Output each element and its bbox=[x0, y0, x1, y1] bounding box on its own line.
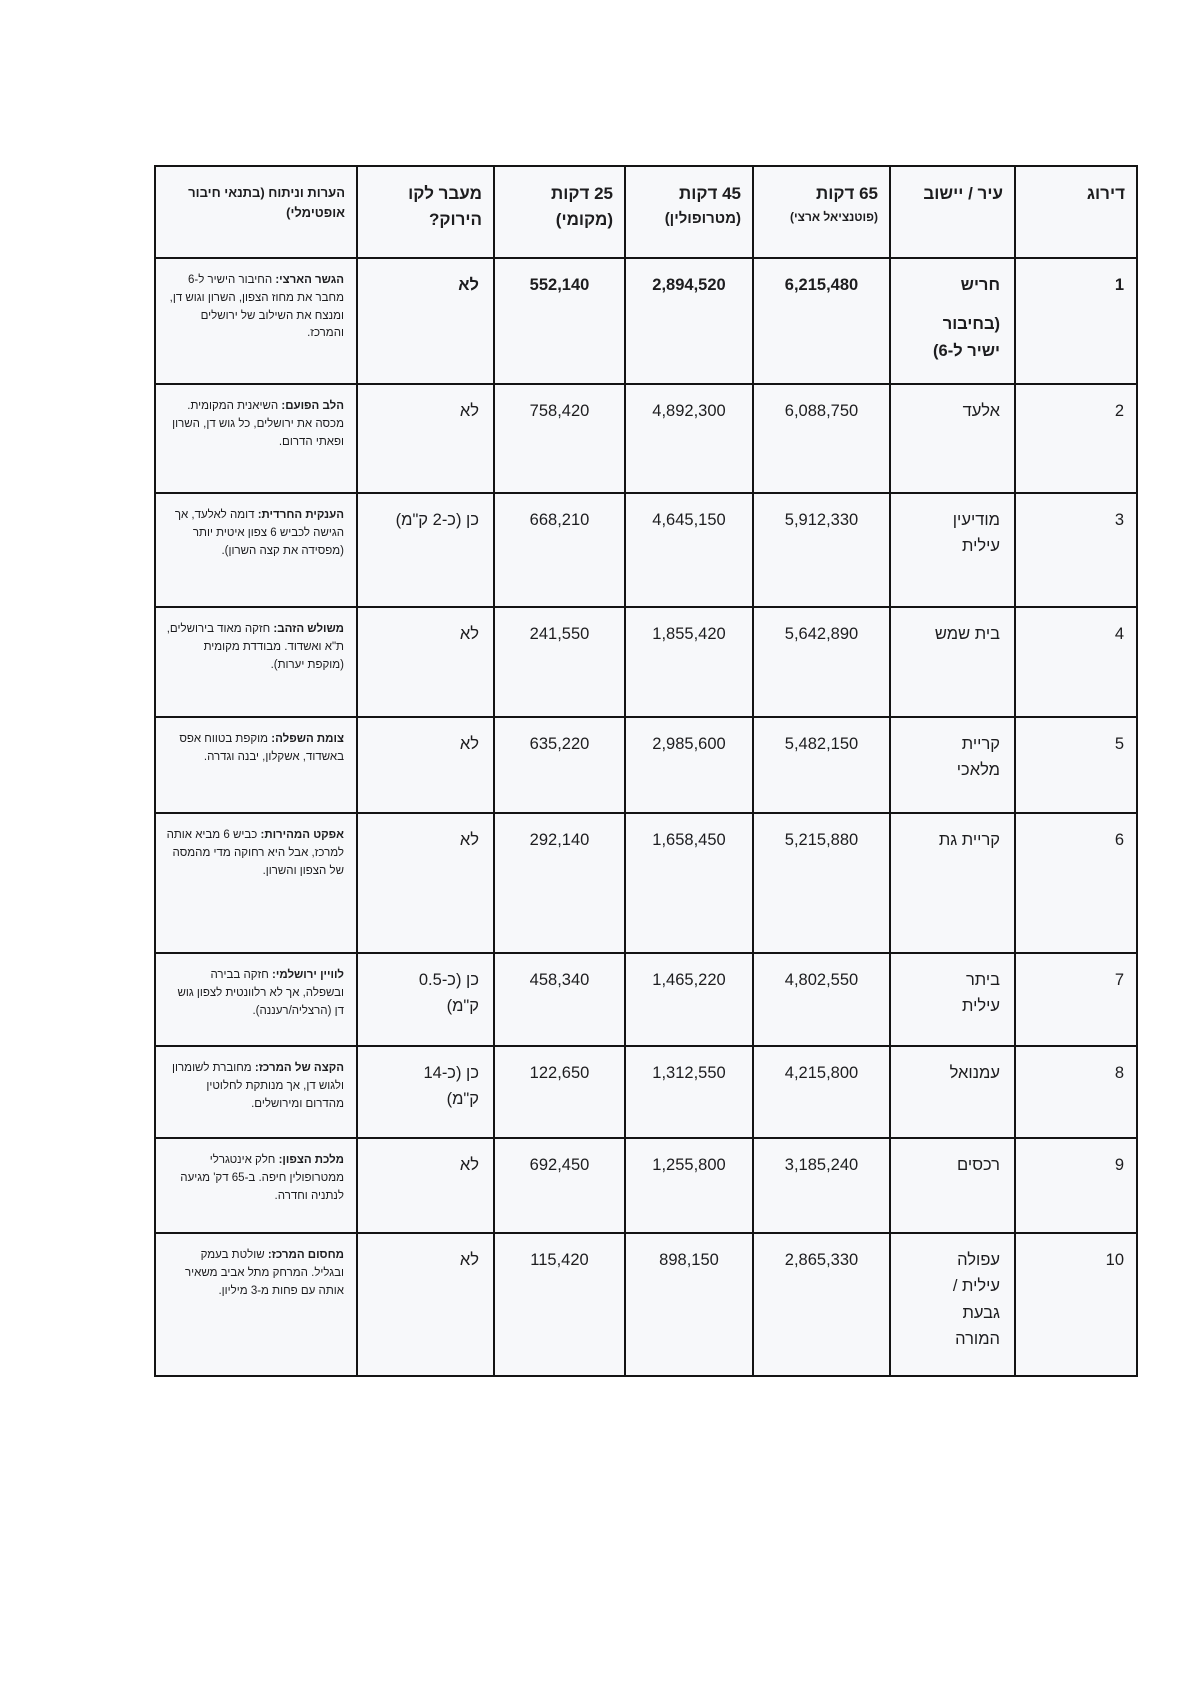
city-name: עמנואל bbox=[949, 1064, 1000, 1082]
rank-cell bbox=[1015, 493, 1137, 607]
minutes-65-header-sublabel: (פוטנציאל ארצי) bbox=[790, 209, 878, 224]
table-row bbox=[155, 607, 1137, 717]
minutes-45-cell bbox=[625, 953, 753, 1046]
notes-cell bbox=[155, 493, 357, 607]
notes-cell bbox=[155, 717, 357, 813]
notes-text: חזקה מאוד בירושלים, ת"א ואשדוד. מבודדת מקומית (מוקפת יערות). bbox=[166, 623, 344, 671]
minutes-25-value: 635,220 bbox=[529, 735, 590, 753]
minutes-45-cell bbox=[625, 384, 753, 493]
minutes-45-cell bbox=[625, 1046, 753, 1138]
green-line-cell bbox=[357, 493, 494, 607]
notes-text: השיאנית המקומית. מכסה את ירושלים, כל גוש דן, השרון ופאתי הדרום. bbox=[172, 400, 344, 448]
minutes-25-header-sublabel: (מקומי) bbox=[555, 209, 613, 229]
notes-cell bbox=[155, 813, 357, 953]
rank-value: 8 bbox=[1114, 1064, 1124, 1082]
green-line-cell bbox=[357, 607, 494, 717]
minutes-65-value: 6,215,480 bbox=[784, 276, 859, 294]
notes-text: חלק אינטגרלי ממטרופולין חיפה. ב-65 דק' מגיעה לנתניה וחדרה. bbox=[180, 1154, 344, 1202]
green-line-value: לא bbox=[459, 1156, 479, 1174]
rank-cell bbox=[1015, 953, 1137, 1046]
col-header-25-minutes bbox=[494, 166, 625, 258]
minutes-25-value: 122,650 bbox=[529, 1064, 590, 1082]
minutes-65-cell bbox=[753, 813, 890, 953]
minutes-25-cell bbox=[494, 813, 625, 953]
minutes-25-value: 292,140 bbox=[529, 831, 590, 849]
minutes-45-value: 4,645,150 bbox=[652, 511, 726, 529]
minutes-65-cell bbox=[753, 384, 890, 493]
notes-cell bbox=[155, 1233, 357, 1376]
city-cell bbox=[890, 493, 1015, 607]
rank-header-label: דירוג bbox=[1086, 184, 1125, 203]
minutes-25-cell bbox=[494, 1046, 625, 1138]
table-row bbox=[155, 1046, 1137, 1138]
notes-cell bbox=[155, 384, 357, 493]
green-line-value: לא bbox=[459, 625, 479, 643]
minutes-65-value: 3,185,240 bbox=[784, 1156, 859, 1174]
minutes-25-cell bbox=[494, 607, 625, 717]
notes-lead: הקצה של המרכז: bbox=[254, 1062, 344, 1074]
table-row bbox=[155, 1233, 1137, 1376]
rank-cell bbox=[1015, 258, 1137, 384]
rank-cell bbox=[1015, 1138, 1137, 1233]
city-cell bbox=[890, 607, 1015, 717]
table-row bbox=[155, 1138, 1137, 1233]
rank-value: 5 bbox=[1114, 735, 1124, 753]
city-name: עפולה עילית / גבעת המורה bbox=[952, 1251, 1000, 1349]
minutes-45-value: 1,255,800 bbox=[652, 1156, 726, 1174]
city-name: קריית מלאכי bbox=[956, 735, 1000, 780]
city-cell bbox=[890, 717, 1015, 813]
minutes-45-value: 4,892,300 bbox=[652, 402, 726, 420]
city-header-label: עיר / יישוב bbox=[923, 184, 1003, 203]
table-row bbox=[155, 953, 1137, 1046]
col-header-65-minutes bbox=[753, 166, 890, 258]
rank-cell bbox=[1015, 1233, 1137, 1376]
green-line-value: לא bbox=[459, 831, 479, 849]
col-header-45-minutes bbox=[625, 166, 753, 258]
green-line-cell bbox=[357, 384, 494, 493]
city-name: חריש bbox=[960, 276, 1000, 294]
green-line-header-label: מעבר לקו הירוק? bbox=[408, 184, 482, 229]
minutes-45-value: 1,312,550 bbox=[652, 1064, 726, 1082]
minutes-45-value: 1,465,220 bbox=[652, 971, 726, 989]
col-header-notes bbox=[155, 166, 357, 258]
minutes-65-value: 5,642,890 bbox=[784, 625, 859, 643]
green-line-cell bbox=[357, 953, 494, 1046]
minutes-65-cell bbox=[753, 493, 890, 607]
green-line-cell bbox=[357, 1046, 494, 1138]
col-header-rank bbox=[1015, 166, 1137, 258]
green-line-cell bbox=[357, 1233, 494, 1376]
ranking-table bbox=[154, 165, 1138, 1377]
city-cell bbox=[890, 813, 1015, 953]
minutes-65-cell bbox=[753, 717, 890, 813]
minutes-25-value: 115,420 bbox=[530, 1251, 589, 1269]
city-name-note: (בחיבור ישיר ל-6) bbox=[933, 315, 1000, 360]
minutes-25-value: 692,450 bbox=[529, 1156, 590, 1174]
minutes-45-cell bbox=[625, 1233, 753, 1376]
minutes-45-header-label: 45 דקות bbox=[679, 184, 741, 203]
minutes-25-cell bbox=[494, 1233, 625, 1376]
city-cell bbox=[890, 384, 1015, 493]
notes-cell bbox=[155, 1138, 357, 1233]
table-row bbox=[155, 813, 1137, 953]
minutes-25-cell bbox=[494, 493, 625, 607]
notes-cell bbox=[155, 1046, 357, 1138]
city-cell bbox=[890, 953, 1015, 1046]
minutes-45-cell bbox=[625, 258, 753, 384]
notes-cell bbox=[155, 607, 357, 717]
notes-text: כביש 6 מביא אותה למרכז, אבל היא רחוקה מדי מהמסה של הצפון והשרון. bbox=[166, 829, 344, 877]
city-cell bbox=[890, 1233, 1015, 1376]
green-line-value: כן (כ-2 ק"מ) bbox=[395, 511, 479, 529]
notes-lead: מחסום המרכז: bbox=[267, 1249, 344, 1261]
city-name: מודיעין עילית bbox=[952, 511, 1000, 556]
green-line-value: לא bbox=[459, 735, 479, 753]
minutes-25-value: 552,140 bbox=[529, 276, 590, 294]
rank-value: 2 bbox=[1114, 402, 1124, 420]
minutes-25-value: 668,210 bbox=[529, 511, 590, 529]
minutes-45-value: 898,150 bbox=[659, 1251, 719, 1269]
minutes-45-cell bbox=[625, 607, 753, 717]
city-name: רכסים bbox=[957, 1156, 1000, 1174]
notes-cell bbox=[155, 258, 357, 384]
minutes-65-value: 5,482,150 bbox=[784, 735, 859, 753]
minutes-65-cell bbox=[753, 953, 890, 1046]
rank-cell bbox=[1015, 607, 1137, 717]
notes-lead: צומת השפלה: bbox=[271, 733, 344, 745]
city-cell bbox=[890, 1046, 1015, 1138]
minutes-25-value: 241,550 bbox=[529, 625, 590, 643]
minutes-45-cell bbox=[625, 493, 753, 607]
minutes-25-cell bbox=[494, 1138, 625, 1233]
notes-cell bbox=[155, 953, 357, 1046]
rank-value: 10 bbox=[1105, 1251, 1124, 1269]
minutes-25-header-label: 25 דקות bbox=[551, 184, 613, 203]
notes-lead: הענקית החרדית: bbox=[257, 509, 344, 521]
minutes-25-cell bbox=[494, 953, 625, 1046]
green-line-cell bbox=[357, 813, 494, 953]
minutes-65-value: 4,215,800 bbox=[784, 1064, 859, 1082]
rank-cell bbox=[1015, 384, 1137, 493]
minutes-25-value: 458,340 bbox=[529, 971, 590, 989]
green-line-value: לא bbox=[459, 1251, 479, 1269]
minutes-45-value: 1,855,420 bbox=[652, 625, 726, 643]
minutes-65-value: 2,865,330 bbox=[784, 1251, 859, 1269]
city-name: אלעד bbox=[962, 402, 1000, 420]
rank-cell bbox=[1015, 1046, 1137, 1138]
minutes-65-value: 4,802,550 bbox=[784, 971, 859, 989]
city-name: בית שמש bbox=[934, 625, 1000, 643]
green-line-value: כן (כ-14 ק"מ) bbox=[423, 1064, 479, 1109]
notes-text: החיבור הישיר ל-6 מחבר את מחוז הצפון, השרון וגוש דן, ומנצח את השילוב של ירושלים והמרכז. bbox=[169, 274, 344, 340]
table-row bbox=[155, 384, 1137, 493]
notes-header-label: הערות וניתוח (בתנאי חיבור אופטימלי) bbox=[188, 185, 345, 220]
city-cell bbox=[890, 258, 1015, 384]
city-cell bbox=[890, 1138, 1015, 1233]
notes-text: דומה לאלעד, אך הגישה לכביש 6 צפון איטית יותר (מפסידה את קצה השרון). bbox=[174, 509, 344, 557]
notes-text: חזקה בבירה ובשפלה, אך לא רלוונטית לצפון גוש דן (הרצליה/רעננה). bbox=[177, 969, 344, 1017]
minutes-45-cell bbox=[625, 813, 753, 953]
rank-value: 4 bbox=[1114, 625, 1124, 643]
rank-value: 3 bbox=[1114, 511, 1124, 529]
green-line-cell bbox=[357, 717, 494, 813]
rank-cell bbox=[1015, 717, 1137, 813]
green-line-value: לא bbox=[459, 402, 479, 420]
minutes-45-value: 1,658,450 bbox=[652, 831, 726, 849]
minutes-65-cell bbox=[753, 258, 890, 384]
notes-lead: לוויין ירושלמי: bbox=[272, 969, 344, 981]
green-line-cell bbox=[357, 258, 494, 384]
minutes-65-cell bbox=[753, 607, 890, 717]
minutes-25-cell bbox=[494, 258, 625, 384]
minutes-45-cell bbox=[625, 717, 753, 813]
table-row bbox=[155, 258, 1137, 384]
city-name: קריית גת bbox=[938, 831, 1000, 849]
notes-lead: הלב הפועם: bbox=[281, 400, 344, 412]
col-header-green-line bbox=[357, 166, 494, 258]
rank-cell bbox=[1015, 813, 1137, 953]
table-body bbox=[155, 258, 1137, 1376]
minutes-65-value: 6,088,750 bbox=[784, 402, 859, 420]
rank-value: 7 bbox=[1114, 971, 1124, 989]
notes-lead: משולש הזהב: bbox=[273, 623, 344, 635]
minutes-65-value: 5,215,880 bbox=[784, 831, 859, 849]
minutes-65-cell bbox=[753, 1233, 890, 1376]
notes-lead: הגשר הארצי: bbox=[275, 274, 344, 286]
notes-text: שולטת בעמק ובגליל. המרחק מתל אביב משאיר אותה עם פחות מ-3 מיליון. bbox=[185, 1249, 344, 1297]
rank-value: 1 bbox=[1114, 276, 1124, 294]
minutes-65-cell bbox=[753, 1138, 890, 1233]
minutes-65-value: 5,912,330 bbox=[784, 511, 859, 529]
minutes-65-header-label: 65 דקות bbox=[816, 184, 878, 203]
minutes-65-cell bbox=[753, 1046, 890, 1138]
rank-value: 9 bbox=[1114, 1156, 1124, 1174]
minutes-45-cell bbox=[625, 1138, 753, 1233]
notes-text: מוקפת בטווח אפס באשדוד, אשקלון, יבנה וגדרה. bbox=[179, 733, 344, 763]
rank-value: 6 bbox=[1114, 831, 1124, 849]
notes-lead: מלכת הצפון: bbox=[278, 1154, 344, 1166]
table-row bbox=[155, 717, 1137, 813]
notes-text: מחוברת לשומרון ולגוש דן, אך מנותקת לחלוטין מהדרום ומירושלים. bbox=[172, 1062, 344, 1110]
col-header-city bbox=[890, 166, 1015, 258]
minutes-45-value: 2,985,600 bbox=[652, 735, 726, 753]
green-line-value: לא bbox=[458, 276, 479, 294]
minutes-25-value: 758,420 bbox=[529, 402, 590, 420]
green-line-cell bbox=[357, 1138, 494, 1233]
table-row bbox=[155, 493, 1137, 607]
city-name: ביתר עילית bbox=[962, 971, 1000, 1016]
minutes-25-cell bbox=[494, 384, 625, 493]
minutes-25-cell bbox=[494, 717, 625, 813]
header-row bbox=[155, 166, 1137, 258]
minutes-45-value: 2,894,520 bbox=[652, 276, 726, 294]
minutes-45-header-sublabel: (מטרופולין) bbox=[664, 209, 741, 227]
green-line-value: כן (כ-0.5 ק"מ) bbox=[418, 971, 479, 1016]
notes-lead: אפקט המהירות: bbox=[260, 829, 344, 841]
